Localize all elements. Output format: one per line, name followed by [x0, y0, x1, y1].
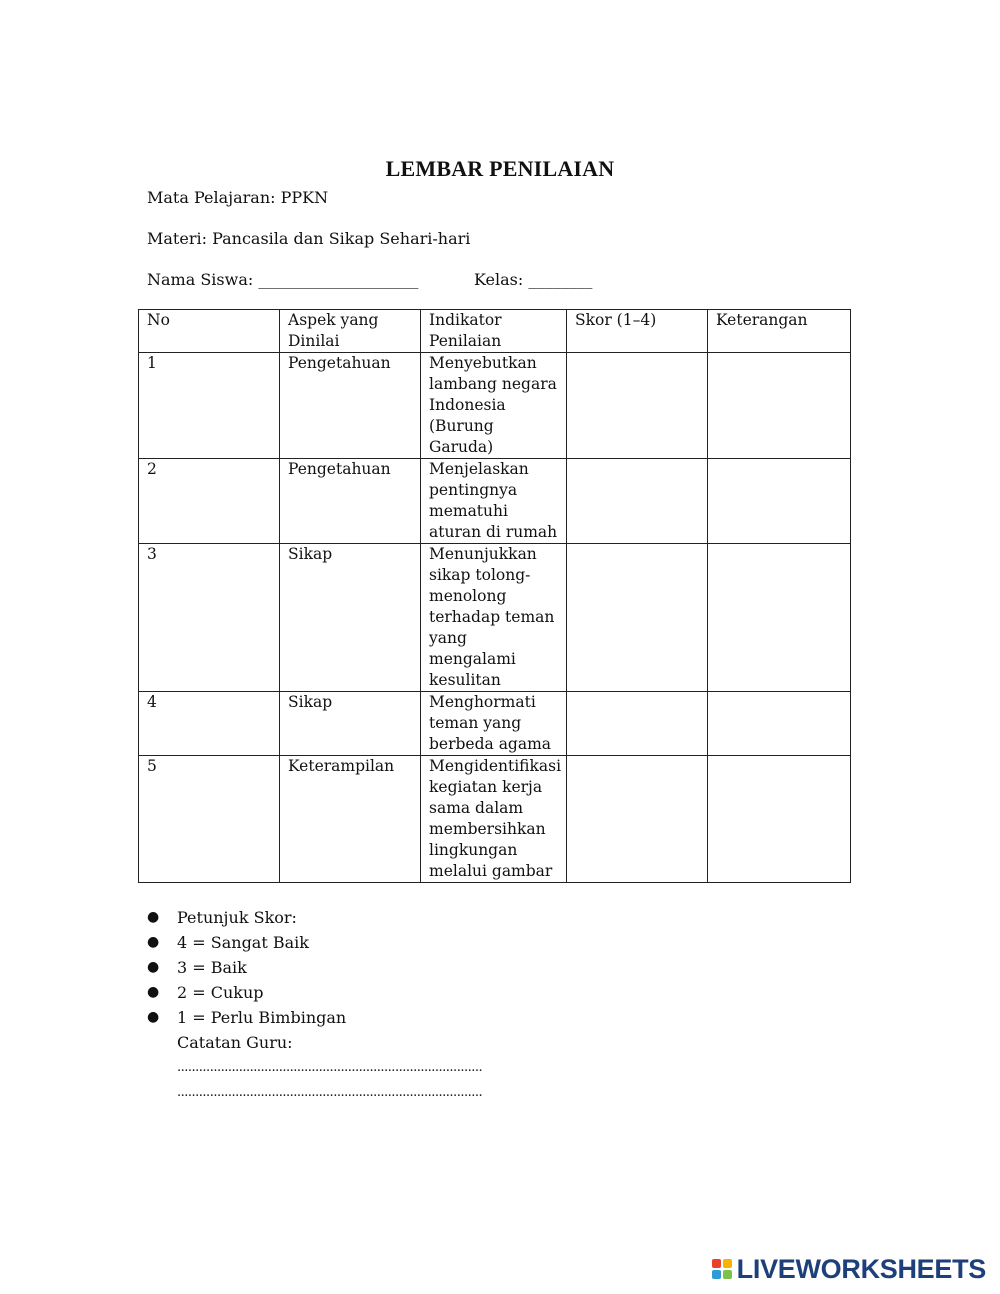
list-item — [147, 1005, 482, 1030]
header-skor: Skor (1–4) — [567, 310, 708, 353]
cell-keterangan-input[interactable] — [708, 756, 851, 883]
list-item-label: Petunjuk Skor: — [177, 908, 297, 927]
page-title: LEMBAR PENILAIAN — [385, 156, 615, 181]
list-item — [147, 930, 482, 955]
cell-no: 5 — [139, 756, 280, 883]
cell-keterangan-input[interactable] — [708, 353, 851, 459]
cell-skor-input[interactable] — [567, 756, 708, 883]
header-aspek: Aspek yang Dinilai — [280, 310, 421, 353]
list-item-label: 3 = Baik — [177, 958, 247, 977]
table-row — [139, 544, 851, 692]
cell-aspek: Keterampilan — [280, 756, 421, 883]
list-item-label: 2 = Cukup — [177, 983, 264, 1002]
list-item — [147, 905, 482, 930]
catatan-guru-line-2[interactable]: .................................................................................... — [177, 1085, 483, 1100]
cell-aspek: Pengetahuan — [280, 353, 421, 459]
header-keterangan: Keterangan — [708, 310, 851, 353]
cell-indikator: Menjelaskan pentingnya mematuhi aturan di rumah — [421, 459, 567, 544]
list-item-label: 1 = Perlu Bimbingan — [177, 1008, 347, 1027]
table-row — [139, 756, 851, 883]
assessment-table — [138, 309, 851, 883]
cell-indikator: Menghormati teman yang berbeda agama — [421, 692, 567, 756]
bullet-icon: ● — [147, 959, 160, 975]
bullet-icon: ● — [147, 1009, 160, 1025]
list-item-label: 4 = Sangat Baik — [177, 933, 309, 952]
cell-keterangan-input[interactable] — [708, 544, 851, 692]
kelas-field[interactable]: Kelas: ________ — [474, 270, 593, 289]
header-indikator: Indikator Penilaian — [421, 310, 567, 353]
cell-aspek: Sikap — [280, 692, 421, 756]
cell-skor-input[interactable] — [567, 459, 708, 544]
bullet-icon: ● — [147, 984, 160, 1000]
cell-keterangan-input[interactable] — [708, 459, 851, 544]
cell-keterangan-input[interactable] — [708, 692, 851, 756]
cell-skor-input[interactable] — [567, 544, 708, 692]
catatan-guru-label: Catatan Guru: — [177, 1033, 293, 1052]
logo-tile-red — [712, 1259, 721, 1268]
table-row — [139, 459, 851, 544]
cell-aspek: Sikap — [280, 544, 421, 692]
liveworksheets-logo-icon — [712, 1259, 732, 1279]
cell-indikator: Menyebutkan lambang negara Indonesia (Burung Garuda) — [421, 353, 567, 459]
table-header-row — [139, 310, 851, 353]
cell-no: 1 — [139, 353, 280, 459]
brand-name: LIVEWORKSHEETS — [736, 1253, 986, 1284]
bullet-icon: ● — [147, 934, 160, 950]
list-item — [147, 955, 482, 980]
cell-indikator: Menunjukkan sikap tolong-menolong terhadap teman yang mengalami kesulitan — [421, 544, 567, 692]
table-row — [139, 692, 851, 756]
nama-siswa-field[interactable]: Nama Siswa: ____________________ — [147, 270, 419, 289]
mata-pelajaran-line: Mata Pelajaran: PPKN — [147, 188, 329, 207]
cell-no: 3 — [139, 544, 280, 692]
cell-no: 2 — [139, 459, 280, 544]
header-no: No — [139, 310, 280, 353]
list-item — [147, 980, 482, 1005]
cell-no: 4 — [139, 692, 280, 756]
cell-skor-input[interactable] — [567, 692, 708, 756]
score-guide — [147, 905, 482, 1105]
logo-tile-green — [723, 1270, 732, 1279]
score-guide-list — [147, 905, 482, 1030]
cell-indikator: Mengidentifikasi kegiatan kerja sama dalam membersihkan lingkungan melalui gambar — [421, 756, 567, 883]
table-row — [139, 353, 851, 459]
cell-skor-input[interactable] — [567, 353, 708, 459]
catatan-guru-line-1[interactable]: .................................................................................... — [177, 1060, 483, 1075]
materi-line: Materi: Pancasila dan Sikap Sehari-hari — [147, 229, 471, 248]
logo-tile-yellow — [723, 1259, 732, 1268]
bullet-icon: ● — [147, 909, 160, 925]
logo-tile-blue — [712, 1270, 721, 1279]
cell-aspek: Pengetahuan — [280, 459, 421, 544]
student-info-line — [147, 270, 593, 289]
liveworksheets-logo — [712, 1252, 986, 1286]
